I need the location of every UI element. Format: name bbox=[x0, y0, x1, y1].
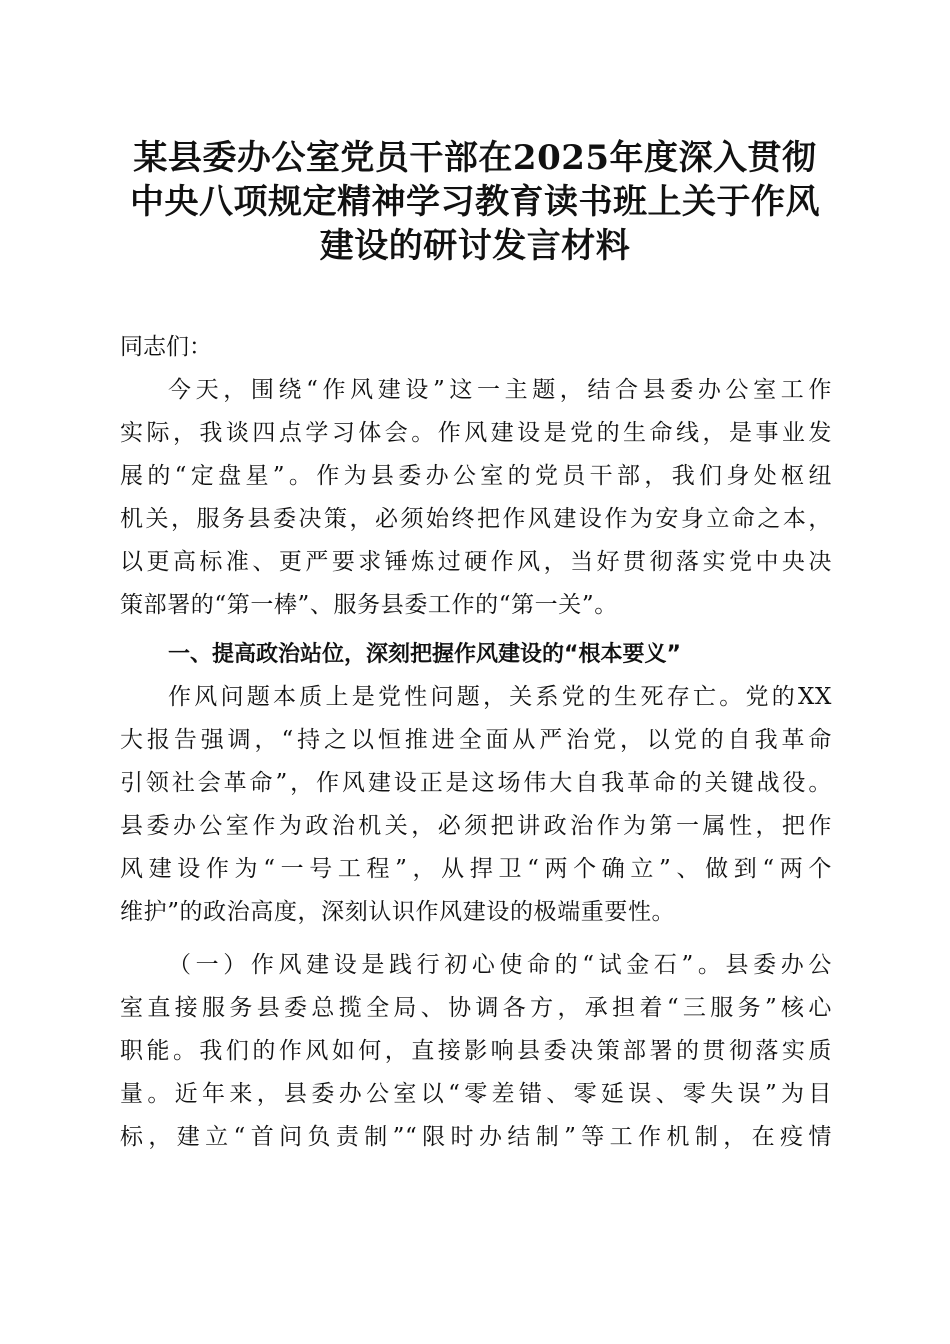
paragraph-line: 展的“定盘星”。作为县委办公室的党员干部，我们身处枢纽 bbox=[120, 463, 832, 489]
paragraph-line: 县委办公室作为政治机关，必须把讲政治作为第一属性，把作 bbox=[120, 813, 832, 839]
title-line: 建设的研讨发言材料 bbox=[319, 226, 631, 266]
paragraph-line: 职能。我们的作风如何，直接影响县委决策部署的贯彻落实质 bbox=[120, 1038, 832, 1064]
paragraph-line: 标，建立“首问负责制”“限时办结制”等工作机制，在疫情 bbox=[120, 1124, 832, 1150]
paragraph-line: 引领社会革命”，作风建设正是这场伟大自我革命的关键战役。 bbox=[120, 770, 832, 796]
section-heading: 一、提高政治站位，深刻把握作风建设的“根本要义” bbox=[168, 642, 681, 667]
paragraph-line: 作风问题本质上是党性问题，关系党的生死存亡。党的XX bbox=[168, 684, 832, 710]
paragraph-line: 以更高标准、更严要求锤炼过硬作风，当好贯彻落实党中央决 bbox=[120, 549, 832, 575]
intro-paragraph bbox=[120, 369, 832, 627]
paragraph-line: 量。近年来，县委办公室以“零差错、零延误、零失误”为目 bbox=[120, 1081, 832, 1107]
section1-paragraph bbox=[120, 676, 832, 934]
title-line: 中央八项规定精神学习教育读书班上关于作风 bbox=[130, 182, 820, 222]
paragraph-line: 维护”的政治高度，深刻认识作风建设的极端重要性。 bbox=[120, 899, 676, 925]
title-line: 某县委办公室党员干部在2025年度深入贯彻 bbox=[133, 138, 817, 178]
paragraph-line: 室直接服务县委总揽全局、协调各方，承担着“三服务”核心 bbox=[120, 995, 832, 1021]
document-title bbox=[110, 136, 840, 268]
subsection1-paragraph bbox=[120, 944, 832, 1159]
paragraph-line: 策部署的“第一棒”、服务县委工作的“第一关”。 bbox=[120, 592, 618, 618]
paragraph-line: 大报告强调，“持之以恒推进全面从严治党，以党的自我革命 bbox=[120, 727, 832, 753]
paragraph-line: 机关，服务县委决策，必须始终把作风建设作为安身立命之本， bbox=[120, 506, 832, 532]
paragraph-line: 今天，围绕“作风建设”这一主题，结合县委办公室工作 bbox=[168, 377, 832, 403]
greeting: 同志们： bbox=[120, 334, 212, 360]
paragraph-line: （一）作风建设是践行初心使命的“试金石”。县委办公 bbox=[168, 952, 832, 978]
paragraph-line: 实际，我谈四点学习体会。作风建设是党的生命线，是事业发 bbox=[120, 420, 832, 446]
document-body bbox=[120, 326, 832, 1159]
paragraph-line: 风建设作为“一号工程”，从捍卫“两个确立”、做到“两个 bbox=[120, 856, 832, 882]
